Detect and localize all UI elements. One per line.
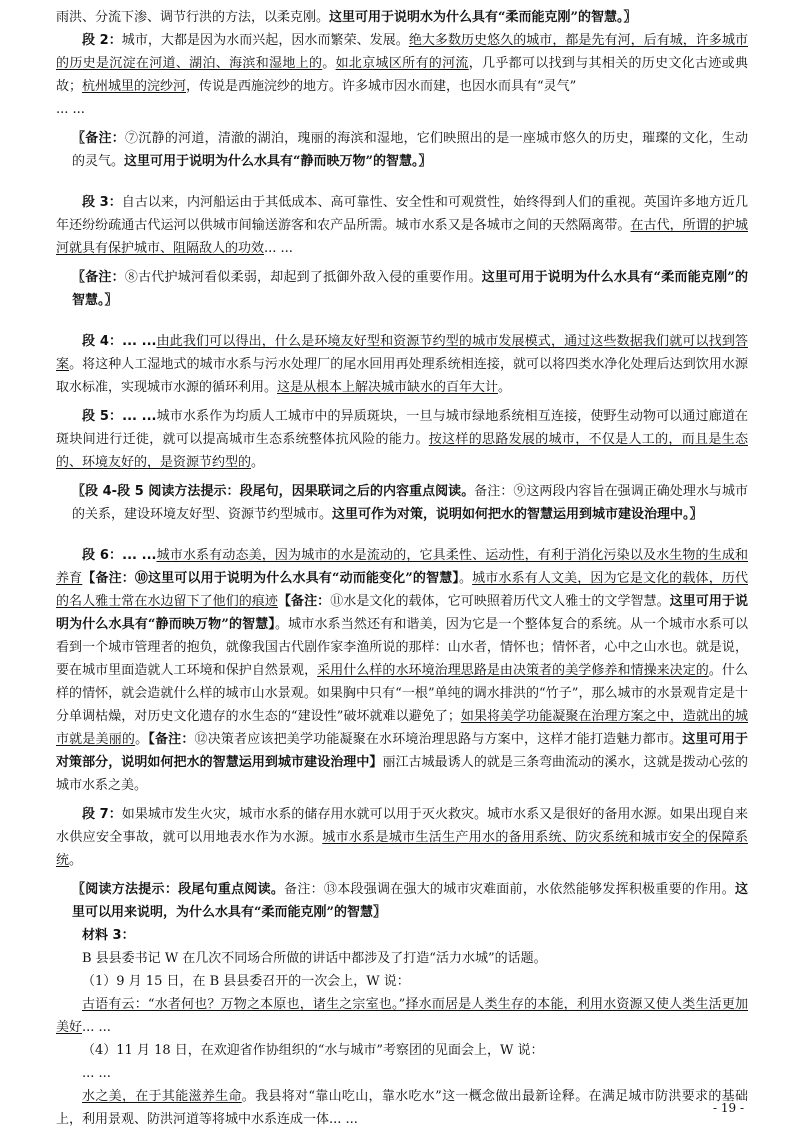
paragraph-4: [56, 330, 748, 399]
paragraph-label: 段 2：: [82, 33, 122, 48]
bold-text: 这里可用于说明为什么水具有“静而映万物”的智慧。〗: [124, 154, 432, 169]
text: ⑦沉静的河道，清澈的湖泊，瑰丽的海滨和湿地，它们映照出的是一座城市悠久的历史，璀璨的文化，生动的灵气。: [72, 131, 748, 169]
text: ，传说是西施浣纱的地方。许多城市因水而建，也因水而具有“灵气”: [186, 79, 577, 94]
underlined-text: 城市水系是城市生活生产用水的备用系统、防灾系统和城市安全的保障系统: [56, 830, 748, 868]
bold-text: 这里可作为对策，说明如何把水的智慧运用到城市建设治理中。〗: [332, 507, 703, 522]
paragraph-label: 段 4：... ...: [82, 334, 157, 349]
underlined-text: 在古代，所谓的护城河就具有保护城市、阻隔敌人的功效: [56, 218, 748, 256]
tip-label: 〖段 4-段 5 阅读方法提示：段尾句，因果联词之后的内容重点阅读。: [72, 484, 475, 499]
underlined-text: 按这样的思路发展的城市，不仅是人工的，而且是生态的、环境友好的，是资源节约型的: [56, 432, 748, 470]
note-label: 〖备注：: [72, 270, 125, 285]
document-page: [56, 6, 748, 1131]
paragraph-3: [56, 191, 748, 260]
text: ⑫决策者应该把美学功能凝聚在水环境治理思路与方案中，这样才能打造魅力都市。: [194, 732, 683, 747]
underlined-text: 水之美，在于其能滋养生命: [82, 1089, 242, 1104]
underlined-text: 采用什么样的水环境治理思路是由决策者的美学修养和情操来决定的: [317, 663, 709, 678]
bold-text: 这里可用于说明水为什么具有“柔而能克刚”的智慧。〗: [329, 10, 637, 25]
text: 自古以来，内河船运由于其低成本、高可靠性、安全性和可观赏性，始终得到人们的重视。英国许多地方近几年还纷纷疏通古代运河以供城市间输送游客和农产品所需。城市水系又是各城市之间的天然隔离带。: [56, 195, 748, 233]
material-3-title: 材料 3：: [82, 928, 135, 943]
text: 。: [498, 380, 512, 395]
underlined-text: 如北京城区所有的河流: [335, 56, 469, 71]
text: 。: [322, 56, 336, 71]
text: ，几乎都可以找到与其相关的历史文化古迹或典故；: [56, 56, 748, 94]
underlined-text: 杭州城里的浣纱河: [82, 79, 187, 94]
note-7: [56, 127, 748, 173]
underlined-text: 城市水系有动态美，因为城市的水是流动的，它具柔性、运动性，有利于消化污染以及水生物的生成和养育: [56, 548, 748, 586]
bold-text: 这里可用于对策部分，说明如何把水的智慧运用到城市建设治理中】: [56, 732, 748, 770]
speech-1-heading: （1）9 月 15 日，在 B 县县委召开的一次会上，W 说：: [82, 974, 410, 989]
note-8: [56, 266, 748, 312]
bold-text: 这里可用于说明为什么水具有“静而映万物”的智慧】: [56, 594, 748, 632]
text: 。: [69, 853, 83, 868]
text: 备注：⑬本段强调在强大的城市灾难面前，水依然能够发挥积极重要的作用。: [284, 882, 735, 897]
text: ... ...: [82, 1020, 111, 1035]
reading-tip-4-5: [56, 480, 748, 526]
text: 。城市水系当然还有和谐美，因为它是一个整体复合的系统。从一个城市水系可以看到一个城市管理者的抱负，就像我国古代剧作家李渔所说的那样：山水者，情怀也；情怀者，心中之山水也。就是说，要在城市里面造就人工环境和保护自然景观，: [56, 617, 748, 678]
page-number: - 19 -: [712, 1101, 744, 1115]
paragraph-7: [56, 803, 748, 872]
text: 如果城市发生火灾，城市水系的储存用水就可以用于灭火救灾。城市水系又是很好的备用水源。如果出现自来水供应安全事故，就可以用地表水作为水源。: [56, 807, 748, 845]
text: ... ...: [329, 1112, 358, 1127]
speech-1-quote: [56, 993, 748, 1039]
paragraph-label: 段 7：: [82, 807, 122, 822]
paragraph-6: [56, 544, 748, 797]
tip-label: 〖阅读方法提示：段尾句重点阅读。: [72, 882, 285, 897]
text: 城市，大都是因为水而兴起，因水而繁荣、发展。: [121, 33, 409, 48]
underlined-text: 如果将美学功能凝聚在治理方案之中，造就出的城市就是美丽的: [56, 709, 748, 747]
text: 丽江古城最诱人的就是三条弯曲流动的溪水，这就是拨动心弦的城市水系之美。: [56, 755, 748, 793]
paragraph-continuation: [56, 6, 748, 29]
ellipsis: ... ...: [82, 1066, 111, 1081]
underlined-text: 城市水系有人文美，因为它是文化的载体，历代的名人雅士常在水边留下了他们的痕迹: [56, 571, 748, 609]
underlined-text: 绝大多数历史悠久的城市，都是先有河，后有城，许多城市的历史是沉淀在河道、湖泊、海滨和湿地上的: [56, 33, 748, 71]
paragraph-2: [56, 29, 748, 98]
text: 。将这种人工湿地式的城市水系与污水处理厂的尾水回用再处理系统相连接，就可以将四类水净化处理后达到饮用水源取水标准，实现城市水源的循环利用。: [56, 357, 748, 395]
underlined-text: 古语有云：“水者何也？万物之本原也，诸生之宗室也。”择水而居是人类生存的本能，利用水资源又使人类生活更加美好: [56, 997, 748, 1035]
text: 。: [135, 732, 149, 747]
note-label: 【备注：: [277, 594, 331, 609]
text: 。我县将对“靠山吃山，靠水吃水”这一概念做出最新诠释。在满足城市防洪要求的基础上，利用景观、防洪河道等将城中水系连成一体: [56, 1089, 748, 1127]
speech-4-quote: [56, 1085, 748, 1131]
speech-4-heading: （4）11 月 18 日，在欢迎省作协组织的“水与城市”考察团的见面会上，W 说：: [82, 1043, 544, 1058]
text: 。: [251, 455, 265, 470]
note-10: 【备注：⑩这里可以用于说明为什么水具有“动而能变化”的智慧】: [82, 571, 459, 586]
paragraph-label: 段 3：: [82, 195, 122, 210]
bold-text: 这里可以用来说明，为什么水具有“柔而能克刚”的智慧〗: [72, 882, 748, 920]
underlined-text: 这是从根本上解决城市缺水的百年大计: [277, 380, 499, 395]
text: ⑧古代护城河看似柔弱，却起到了抵御外敌入侵的重要作用。: [124, 270, 482, 285]
note-label: 【备注：: [148, 732, 195, 747]
text: 。: [459, 571, 473, 586]
text: 城市水系作为均质人工城市中的异质斑块，一旦与城市绿地系统相互连接，使野生动物可以通过廊道在斑块间进行迁徙，就可以提高城市生态系统整体抗风险的能力。: [56, 409, 748, 447]
note-label: 〖备注：: [72, 131, 126, 146]
underlined-text: 由此我们可以得出，什么是环境友好型和资源节约型的城市发展模式，通过这些数据我们就可以找到答案: [56, 334, 748, 372]
paragraph-label: 段 5：... ...: [82, 409, 157, 424]
paragraph-5: [56, 405, 748, 474]
material-3-intro: B 县县委书记 W 在几次不同场合所做的讲话中都涉及了打造“活力水城”的话题。: [82, 951, 547, 966]
paragraph-label: 段 6：... ...: [82, 548, 157, 563]
text: ... ...: [264, 241, 293, 256]
text: ⑪水是文化的载体，它可映照着历代文人雅士的文学智慧。: [330, 594, 670, 609]
text: 。什么样的情怀，就会造就什么样的城市山水景观。如果胸中只有“一根”单纯的调水排洪的“竹子”，那么城市的水景观肯定是十分单调枯燥，对历史文化遗存的水生态的“建设性”破坏就难以避免了；: [56, 663, 748, 724]
text: 雨洪、分流下渗、调节行洪的方法，以柔克刚。: [56, 10, 330, 25]
ellipsis: ... ...: [56, 102, 85, 117]
reading-tip-7: [56, 878, 748, 924]
bold-text: 这里可用于说明为什么水具有“柔而能克刚”的智慧。〗: [72, 270, 748, 308]
text: 备注：⑨这两段内容旨在强调正确处理水与城市的关系，建设环境友好型、资源节约型城市。: [72, 484, 748, 522]
